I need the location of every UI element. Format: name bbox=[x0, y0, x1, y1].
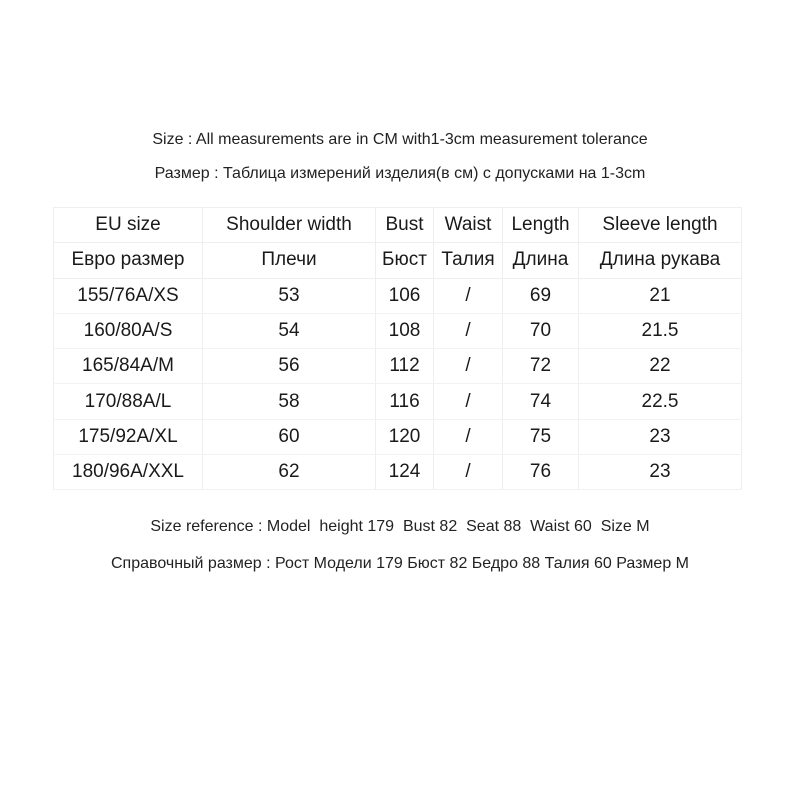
header-cell: Длина рукава bbox=[579, 243, 742, 278]
header-cell: Евро размер bbox=[54, 243, 203, 278]
table-cell: 75 bbox=[503, 419, 579, 454]
header-cell: Длина bbox=[503, 243, 579, 278]
table-row bbox=[54, 349, 742, 384]
table-cell: 112 bbox=[376, 349, 434, 384]
measurement-note-en: Size : All measurements are in CM with1-3cm measurement tolerance bbox=[152, 131, 648, 148]
table-cell: 116 bbox=[376, 384, 434, 419]
header-cell: Талия bbox=[434, 243, 503, 278]
table-cell: 56 bbox=[203, 349, 376, 384]
header-cell: EU size bbox=[54, 208, 203, 243]
table-row bbox=[54, 384, 742, 419]
header-cell: Плечи bbox=[203, 243, 376, 278]
table-cell: 180/96A/XXL bbox=[54, 455, 203, 490]
table-cell: 76 bbox=[503, 455, 579, 490]
header-row-en bbox=[54, 208, 742, 243]
header-cell: Бюст bbox=[376, 243, 434, 278]
table-cell: / bbox=[434, 313, 503, 348]
table-cell: 22 bbox=[579, 349, 742, 384]
table-cell: 120 bbox=[376, 419, 434, 454]
table-cell: 54 bbox=[203, 313, 376, 348]
table-cell: 108 bbox=[376, 313, 434, 348]
measurement-note-ru: Размер : Таблица измерений изделия(в см) с допусками на 1-3cm bbox=[154, 165, 646, 182]
table-cell: 165/84A/M bbox=[54, 349, 203, 384]
table-cell: 74 bbox=[503, 384, 579, 419]
table-cell: 62 bbox=[203, 455, 376, 490]
table-cell: 22.5 bbox=[579, 384, 742, 419]
table-cell: / bbox=[434, 278, 503, 313]
table-cell: / bbox=[434, 349, 503, 384]
table-row bbox=[54, 455, 742, 490]
table-cell: 23 bbox=[579, 419, 742, 454]
table-cell: 60 bbox=[203, 419, 376, 454]
table-cell: 23 bbox=[579, 455, 742, 490]
table-cell: / bbox=[434, 384, 503, 419]
table-cell: 21.5 bbox=[579, 313, 742, 348]
size-chart-table bbox=[53, 207, 742, 490]
header-row-ru bbox=[54, 243, 742, 278]
header-cell: Bust bbox=[376, 208, 434, 243]
table-row bbox=[54, 419, 742, 454]
header-cell: Sleeve length bbox=[579, 208, 742, 243]
header-cell: Waist bbox=[434, 208, 503, 243]
table-cell: 58 bbox=[203, 384, 376, 419]
size-reference-ru: Справочный размер : Рост Модели 179 Бюст 82 Бедро 88 Талия 60 Размер M bbox=[110, 555, 689, 572]
size-reference-en: Size reference : Model height 179 Bust 82 Seat 88 Waist 60 Size M bbox=[150, 518, 650, 535]
table-cell: 106 bbox=[376, 278, 434, 313]
table-cell: 155/76A/XS bbox=[54, 278, 203, 313]
table-cell: 170/88A/L bbox=[54, 384, 203, 419]
table-cell: 124 bbox=[376, 455, 434, 490]
table-cell: 21 bbox=[579, 278, 742, 313]
table-row bbox=[54, 313, 742, 348]
table-cell: 72 bbox=[503, 349, 579, 384]
table-cell: / bbox=[434, 455, 503, 490]
table-row bbox=[54, 278, 742, 313]
header-cell: Length bbox=[503, 208, 579, 243]
header-cell: Shoulder width bbox=[203, 208, 376, 243]
table-cell: / bbox=[434, 419, 503, 454]
table-cell: 53 bbox=[203, 278, 376, 313]
table-cell: 160/80A/S bbox=[54, 313, 203, 348]
table-cell: 69 bbox=[503, 278, 579, 313]
table-cell: 175/92A/XL bbox=[54, 419, 203, 454]
table-cell: 70 bbox=[503, 313, 579, 348]
